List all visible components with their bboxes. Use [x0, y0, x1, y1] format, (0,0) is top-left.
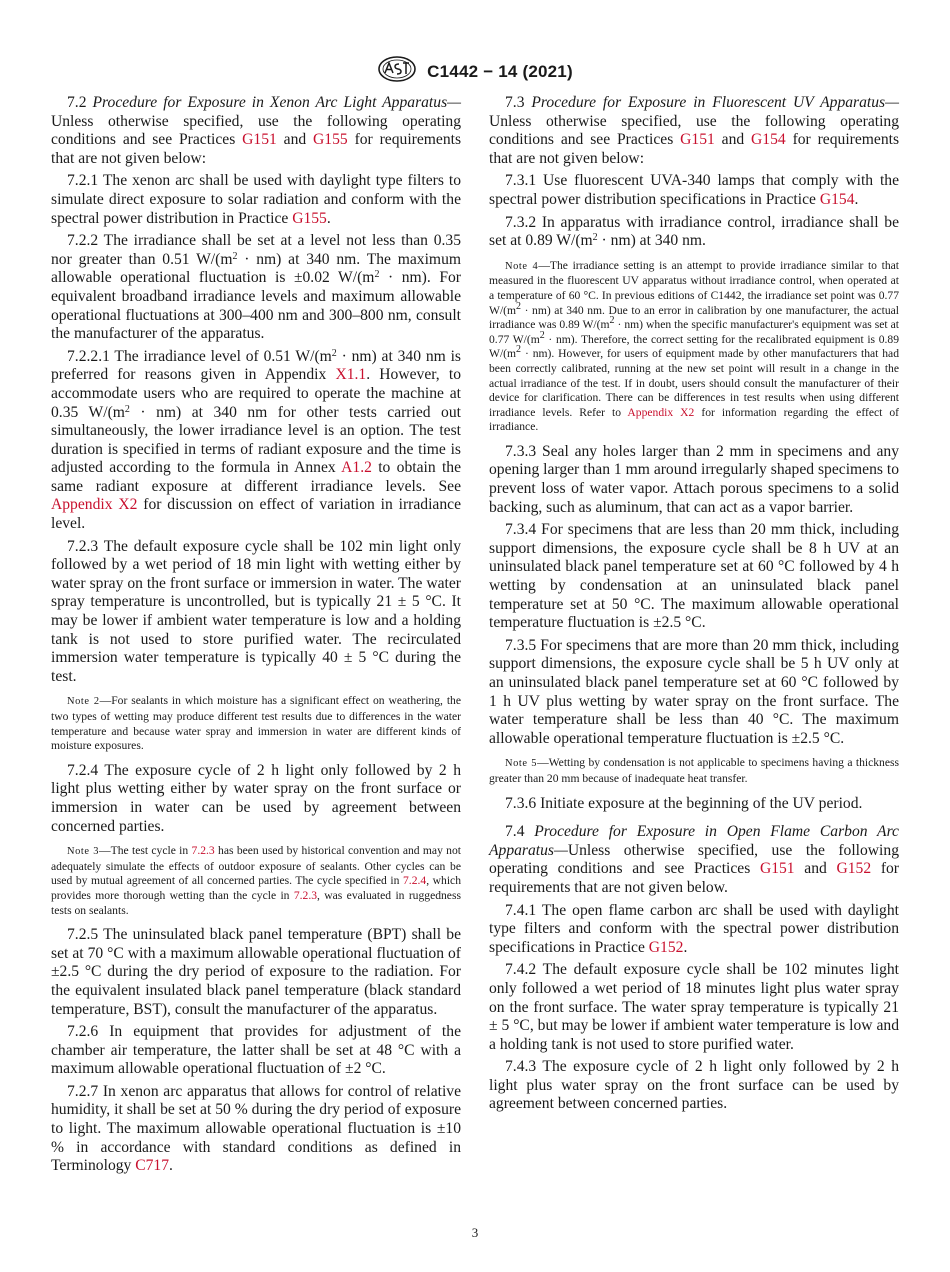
section-7-2: 7.2 Procedure for Exposure in Xenon Arc Light Apparatus—Unless otherwise specified, use the following operating conditions and see Practices G151 and G155 for requirements that are not given below: [51, 94, 462, 167]
paragraph-7-3-2: 7.3.2 In apparatus with irradiance control, irradiance shall be set at 0.89 $W/(m^2 \cdot nm)$ at 340 nm. [489, 213, 899, 250]
ref-appendix-x2[interactable]: Appendix X2 [51, 496, 138, 514]
paragraph-7-2-6: 7.2.6 In equipment that provides for adjustment of the chamber air temperature, the latter shall be set at 48 °C with a maximum allowable operational fluctuation of ±2 °C. [51, 1023, 461, 1078]
paragraph-7-3-6: 7.3.6 Initiate exposure at the beginning of the UV period. [505, 794, 863, 812]
paragraph-7-2-7: 7.2.7 In xenon arc apparatus that allows for control of relative humidity, it shall be set at 50 % during the dry period of exposure to light. The maximum allowable operational fluctuation is ±10 % in accordance with standard conditions as defined in Terminology C717. [51, 1082, 461, 1175]
section-7-4: 7.4 Procedure for Exposure in Open Flame Carbon Arc Apparatus—Unless otherwise specified, use the following operating conditions and see Practices G151 and G152 for requirements that are not given below. [489, 823, 899, 896]
ref-x1-1[interactable]: X1.1 [335, 366, 367, 384]
ref-g154[interactable]: G154 [819, 190, 855, 208]
page-header [0, 56, 950, 87]
section-7-3: 7.3 Procedure for Exposure in Fluorescent UV Apparatus—Unless otherwise specified, use the following operating conditions and see Practices G151 and G154 for requirements that are not given below: [489, 94, 900, 167]
document-designation: C1442 − 14 (2021) [427, 61, 573, 81]
ref-7-2-3[interactable]: 7.2.3 [293, 888, 318, 902]
paragraph-7-3-3: 7.3.3 Seal any holes larger than 2 mm in specimens and any opening larger than 1 mm around irregularly shaped specimens to prevent loss of water vapor. Attach porous specimens to a solid backing, such as aluminum, that can act as a vapor barrier. [489, 442, 899, 516]
ref-g155[interactable]: G155 [292, 209, 327, 227]
ref-g151[interactable]: G151 [242, 131, 277, 149]
paragraph-7-2-3: 7.2.3 The default exposure cycle shall be 102 min light only followed by a wet period of 18 min light with wetting either by water spray on the front surface or immersion in water. The water spray temperature is uncontrolled, but is typically 21 ± 5 °C. It may be lower if ambient water temperature is low and a holding tank is not used to store purified water. The recirculated immersion water temperature is typically 40 ± 5 °C during the test. [51, 537, 461, 685]
page-number: 3 [471, 1225, 479, 1240]
paragraph-7-3-4: 7.3.4 For specimens that are less than 20 mm thick, including support dimensions, the exposure cycle shall be 8 h UV at an uninsulated black panel temperature set at 60 °C followed by 4 h wetting by condensation at an uninsulated black panel temperature set at 50 °C. The maximum allowable operational temperature fluctuation is ±2.5 °C. [489, 521, 899, 632]
left-column [51, 94, 461, 1180]
paragraph-7-2-4: 7.2.4 The exposure cycle of 2 h light only followed by 2 h light plus wetting either by water spray on the front surface or immersion in water can be used by agreement between concerned parties. [51, 761, 461, 835]
ref-g155[interactable]: G155 [313, 131, 348, 149]
paragraph-7-3-1: 7.3.1 Use fluorescent UVA-340 lamps that comply with the spectral power distribution specifications in Practice G154. [489, 172, 899, 208]
note-4: Note 4—The irradiance setting is an attempt to provide irradiance similar to that measured in the fluorescent UV apparatus without irradiance control, when operated at a temperature of 60 °C. In previous editions of C1442, the irradiance set point was 0.77 $W/(m^2 \cdot nm)$ at 340 nm. Due to an error in calibration by one manufacturer, the actual irradiance was 0.89 $W/(m^2 \cdot nm)$ when the specific manufacturer's equipment was set at 0.77 $W/(m^2 \cdot nm)$. Therefore, the correct setting for the recalibrated equipment is 0.89 $W/(m^2 \cdot nm)$. However, for users of equipment made by other manufacturers that had been correctly calibrated, running at the new set point will result in a change in the actual irradiance of the test. If in doubt, users should consult the manufacturer of their device for clarification. There can be differences in test results when using different irradiance levels. Refer to Appendix X2 for information regarding the effect of irradiance. [489, 258, 900, 434]
ref-g151[interactable]: G151 [680, 131, 715, 149]
ref-c717[interactable]: C717 [135, 1157, 170, 1175]
ref-g151[interactable]: G151 [759, 860, 795, 878]
paragraph-7-4-1: 7.4.1 The open flame carbon arc shall be used with daylight type filters and conform with the spectral power distribution specifications in Practice G152. [489, 901, 899, 956]
paragraph-7-2-1: 7.2.1 The xenon arc shall be used with daylight type filters to simulate direct exposure to solar radiation and conform with the spectral power distribution in Practice G155. [51, 172, 461, 227]
ref-appendix-x2[interactable]: Appendix X2 [627, 405, 695, 419]
paragraph-7-2-5: 7.2.5 The uninsulated black panel temperature (BPT) shall be set at 70 °C with a maximum allowable operational fluctuation of ±2.5 °C during the dry period of exposure to the radiation. For the equivalent insulated black panel temperature (black standard temperature, BST), consult the manufacturer of the apparatus. [51, 926, 461, 1018]
ref-g152[interactable]: G152 [648, 938, 684, 956]
ref-a1-2[interactable]: A1.2 [341, 459, 372, 477]
astm-logo-icon [377, 56, 417, 87]
paragraph-7-4-3: 7.4.3 The exposure cycle of 2 h light only followed by 2 h light plus water spray on the front surface can be used by agreement between concerned parties. [489, 1058, 899, 1113]
ref-g154[interactable]: G154 [751, 131, 786, 149]
ref-g152[interactable]: G152 [836, 860, 872, 878]
right-column [489, 94, 899, 1118]
note-3: Note 3—The test cycle in 7.2.3 has been used by historical convention and may not adequately simulate the effects of outdoor exposure of sealants. Other cycles can be used by mutual agreement of all concerned parties. The cycle specified in 7.2.4, which provides more thorough wetting than the cycle in 7.2.3, was evaluated in ruggedness tests on sealants. [51, 844, 461, 917]
paragraph-7-4-2: 7.4.2 The default exposure cycle shall be 102 minutes light only followed a wet period of 18 minutes light plus water spray on the front surface. The water spray temperature is typically 21 ± 5 °C, but may be lower if ambient water temperature is low and a holding tank is not used to store purified water. [489, 961, 899, 1053]
paragraph-7-2-2-1: 7.2.2.1 The irradiance level of 0.51 $W/(m^2 \cdot nm)$ at 340 nm is preferred for reasons given in Appendix X1.1. However, to accommodate users who are required to operate the machine at 0.35 $W/(m^2 \cdot nm)$ at 340 nm for other tests carried out simultaneously, the lower irradiance level is an option. The test duration is specified in terms of radiant exposure and the time is adjusted according to the formula in Annex A1.2 to obtain the same radiant exposure at different irradiance levels. See Appendix X2 for discussion on effect of variation in irradiance level. [51, 347, 461, 533]
ref-7-2-3[interactable]: 7.2.3 [191, 844, 215, 858]
ref-7-2-4[interactable]: 7.2.4 [403, 874, 427, 888]
paragraph-7-3-5: 7.3.5 For specimens that are more than 20 mm thick, including support dimensions, the exposure cycle shall be 5 h UV only at an uninsulated black panel temperature set at 60 °C followed by 1 h UV plus wetting by water spray on the front surface. The water temperature shall be less than 40 °C. The maximum allowable operational temperature fluctuation is ±2.5 °C. [489, 636, 899, 747]
note-2: Note 2—For sealants in which moisture has a significant effect on weathering, the two types of wetting may produce different test results due to differences in the water temperature and because water spray and immersion in water are different kinds of moisture exposures. [51, 694, 462, 753]
note-5: Note 5—Wetting by condensation is not applicable to specimens having a thickness greater than 20 mm because of inadequate heat transfer. [489, 756, 900, 785]
paragraph-7-2-2: 7.2.2 The irradiance shall be set at a level not less than 0.35 nor greater than 0.51 $W/(m^2 \cdot nm)$ at 340 nm. The maximum allowable operational fluctuation is ±0.02 $W/(m^2 \cdot nm)$. For equivalent broadband irradiance levels and maximum allowable operational fluctuations at 300–400 nm and 300–800 nm, consult the manufacturer of the apparatus. [51, 232, 461, 343]
